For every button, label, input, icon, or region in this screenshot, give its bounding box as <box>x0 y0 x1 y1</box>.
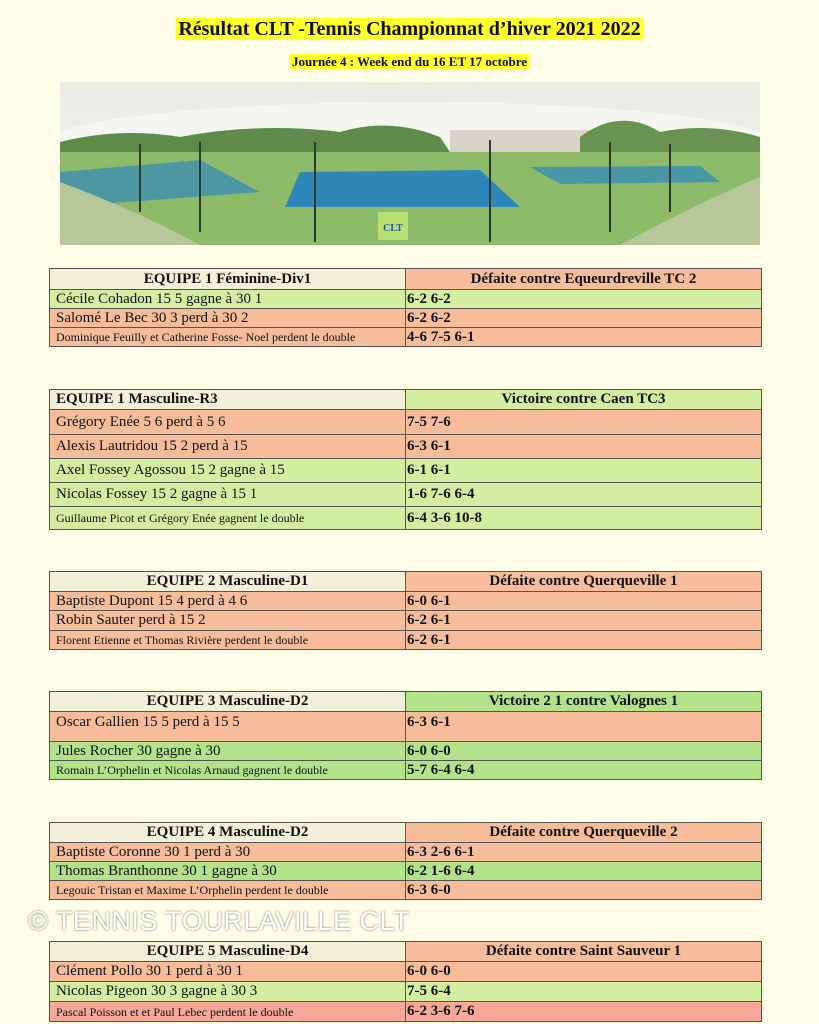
match-result: Défaite contre Querqueville 2 <box>406 823 762 843</box>
match-description: Nicolas Fossey 15 2 gagne à 15 1 <box>50 483 406 507</box>
match-description: Clément Pollo 30 1 perd à 30 1 <box>50 962 406 982</box>
match-result: Défaite contre Equeurdreville TC 2 <box>406 269 762 290</box>
match-score: 6-0 6-1 <box>406 592 762 611</box>
match-result: Victoire contre Caen TC3 <box>406 390 762 410</box>
page-title <box>0 18 819 41</box>
table-header <box>50 572 762 592</box>
page-subtitle <box>0 53 819 71</box>
table-row <box>50 507 762 530</box>
match-score: 6-3 6-0 <box>406 881 762 900</box>
match-result: Victoire 2 1 contre Valognes 1 <box>406 692 762 712</box>
table-row <box>50 862 762 881</box>
team-name: EQUIPE 1 Féminine-Div1 <box>50 269 406 290</box>
match-score: 5-7 6-4 6-4 <box>406 761 762 780</box>
tennis-courts-photo <box>60 82 760 245</box>
match-description: Florent Etienne et Thomas Rivière perdent le double <box>50 631 406 650</box>
match-description: Alexis Lautridou 15 2 perd à 15 <box>50 435 406 459</box>
team-name: EQUIPE 2 Masculine-D1 <box>50 572 406 592</box>
table-row <box>50 761 762 780</box>
match-score: 6-3 6-1 <box>406 435 762 459</box>
watermark: © TENNIS TOURLAVILLE CLT <box>28 906 411 936</box>
match-score: 6-2 6-1 <box>406 631 762 650</box>
match-score: 1-6 7-6 6-4 <box>406 483 762 507</box>
match-score: 6-2 1-6 6-4 <box>406 862 762 881</box>
match-score: 6-2 6-1 <box>406 611 762 631</box>
match-description: Nicolas Pigeon 30 3 gagne à 30 3 <box>50 982 406 1002</box>
match-score: 6-0 6-0 <box>406 742 762 761</box>
match-score: 6-2 3-6 7-6 <box>406 1002 762 1022</box>
team-results-table <box>49 941 762 1022</box>
match-description: Grégory Enée 5 6 perd à 5 6 <box>50 410 406 435</box>
match-score: 6-2 6-2 <box>406 309 762 328</box>
match-description: Axel Fossey Agossou 15 2 gagne à 15 <box>50 459 406 483</box>
table-header <box>50 942 762 962</box>
table-row <box>50 309 762 328</box>
table-row <box>50 1002 762 1022</box>
team-results-table <box>49 691 762 780</box>
table-row <box>50 962 762 982</box>
table-header <box>50 823 762 843</box>
match-description: Guillaume Picot et Grégory Enée gagnent le double <box>50 507 406 530</box>
match-description: Oscar Gallien 15 5 perd à 15 5 <box>50 712 406 742</box>
table-row <box>50 611 762 631</box>
match-description: Pascal Poisson et et Paul Lebec perdent le double <box>50 1002 406 1022</box>
match-score: 7-5 6-4 <box>406 982 762 1002</box>
match-description: Jules Rocher 30 gagne à 30 <box>50 742 406 761</box>
table-row <box>50 631 762 650</box>
team-name: EQUIPE 4 Masculine-D2 <box>50 823 406 843</box>
match-score: 6-3 6-1 <box>406 712 762 742</box>
team-name: EQUIPE 3 Masculine-D2 <box>50 692 406 712</box>
table-row <box>50 483 762 507</box>
table-row <box>50 712 762 742</box>
match-score: 6-1 6-1 <box>406 459 762 483</box>
title-text: Résultat CLT -Tennis Championnat d’hiver 2021 2022 <box>178 18 641 40</box>
match-score: 7-5 7-6 <box>406 410 762 435</box>
table-header <box>50 692 762 712</box>
team-name: EQUIPE 5 Masculine-D4 <box>50 942 406 962</box>
team-results-table <box>49 389 762 530</box>
match-result: Défaite contre Saint Sauveur 1 <box>406 942 762 962</box>
match-score: 4-6 7-5 6-1 <box>406 328 762 347</box>
match-score: 6-0 6-0 <box>406 962 762 982</box>
match-score: 6-3 2-6 6-1 <box>406 843 762 862</box>
table-header <box>50 390 762 410</box>
table-row <box>50 742 762 761</box>
team-name: EQUIPE 1 Masculine-R3 <box>50 390 406 410</box>
team-results-table <box>49 268 762 347</box>
match-description: Legouic Tristan et Maxime L’Orphelin perdent le double <box>50 881 406 900</box>
team-results-table <box>49 571 762 650</box>
match-score: 6-2 6-2 <box>406 290 762 309</box>
table-row <box>50 459 762 483</box>
match-description: Baptiste Coronne 30 1 perd à 30 <box>50 843 406 862</box>
club-logo: CLT <box>383 223 403 234</box>
match-score: 6-4 3-6 10-8 <box>406 507 762 530</box>
table-row <box>50 435 762 459</box>
table-row <box>50 881 762 900</box>
table-row <box>50 328 762 347</box>
subtitle-text: Journée 4 : Week end du 16 ET 17 octobre <box>291 54 528 69</box>
match-description: Dominique Feuilly et Catherine Fosse- Noel perdent le double <box>50 328 406 347</box>
table-header <box>50 269 762 290</box>
table-row <box>50 982 762 1002</box>
match-description: Thomas Branthonne 30 1 gagne à 30 <box>50 862 406 881</box>
match-description: Robin Sauter perd à 15 2 <box>50 611 406 631</box>
match-description: Cécile Cohadon 15 5 gagne à 30 1 <box>50 290 406 309</box>
table-row <box>50 410 762 435</box>
match-description: Romain L’Orphelin et Nicolas Arnaud gagnent le double <box>50 761 406 780</box>
match-description: Salomé Le Bec 30 3 perd à 30 2 <box>50 309 406 328</box>
match-result: Défaite contre Querqueville 1 <box>406 572 762 592</box>
table-row <box>50 592 762 611</box>
table-row <box>50 843 762 862</box>
match-description: Baptiste Dupont 15 4 perd à 4 6 <box>50 592 406 611</box>
team-results-table <box>49 822 762 900</box>
table-row <box>50 290 762 309</box>
